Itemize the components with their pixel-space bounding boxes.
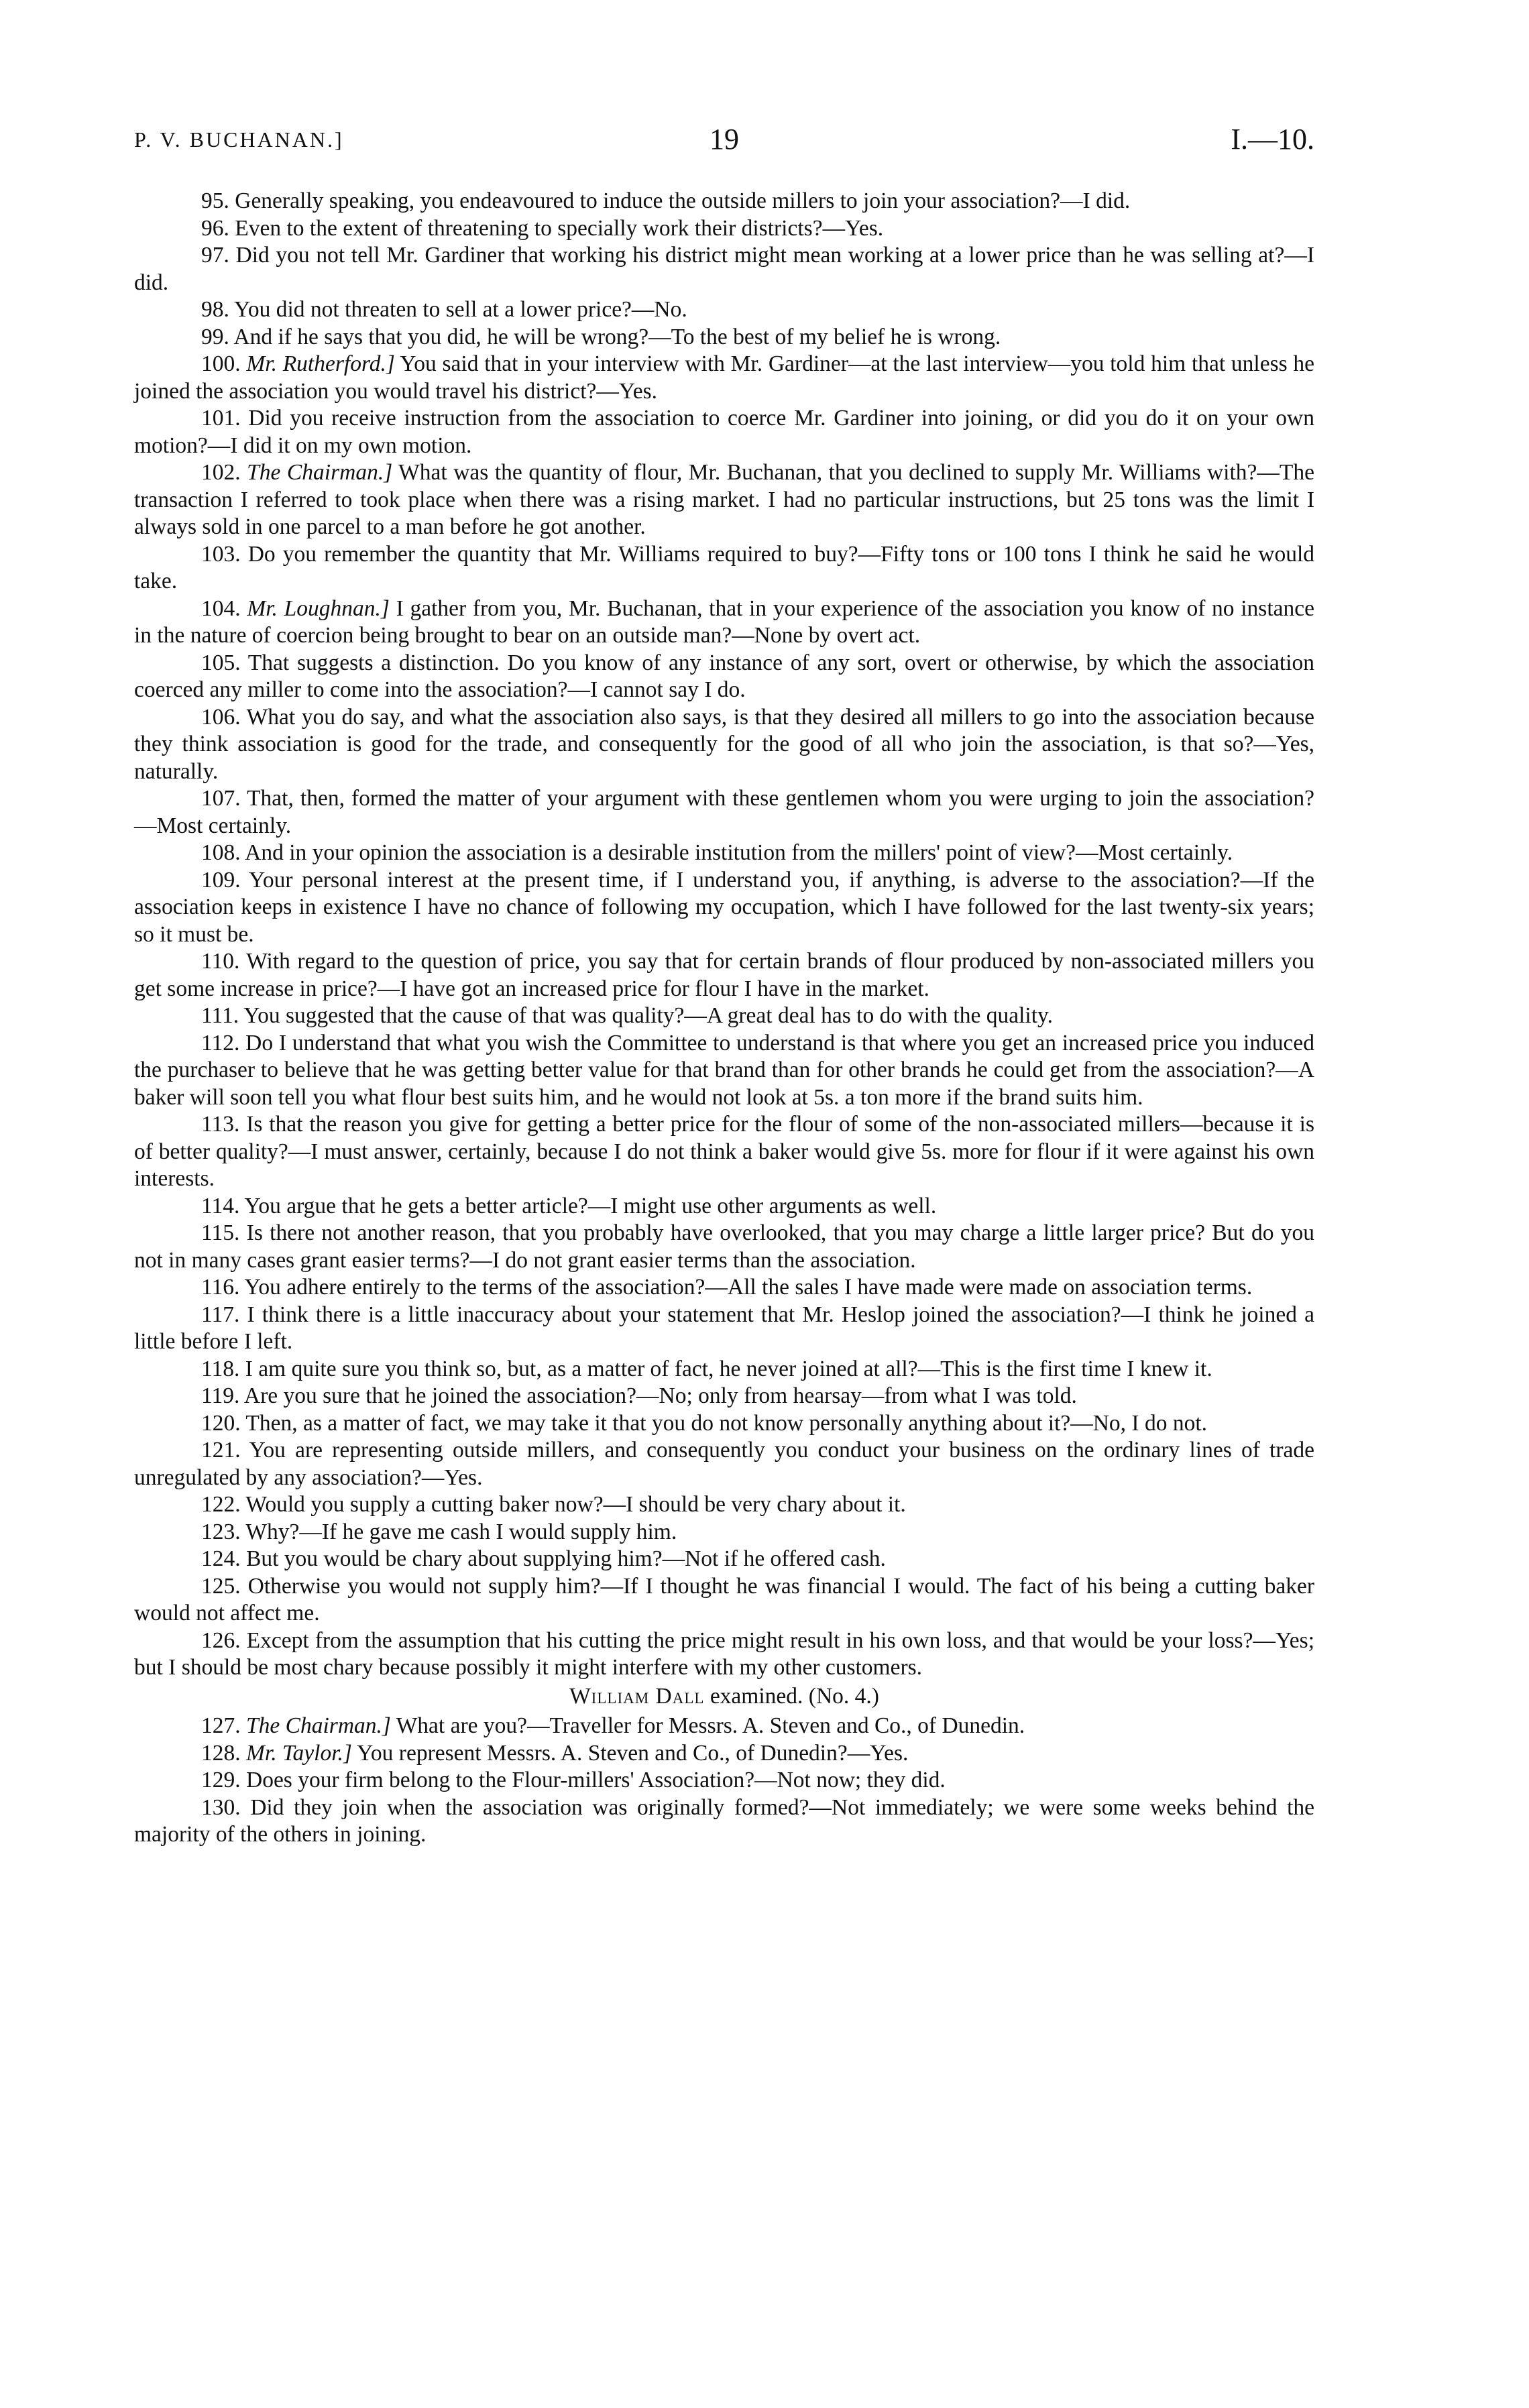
question-text: 118. I am quite sure you think so, but, as a matter of fact, he never joined at all?—This is the first time I knew it.	[201, 1356, 1212, 1381]
question-text: 114. You argue that he gets a better article?—I might use other arguments as well.	[201, 1193, 937, 1218]
evidence-block-dall	[134, 1713, 1314, 1849]
question-paragraph	[134, 1491, 1314, 1519]
question-paragraph	[134, 1573, 1314, 1627]
question-paragraph	[134, 1519, 1314, 1546]
question-text: 108. And in your opinion the association is a desirable institution from the millers' point of view?—Most certainly.	[201, 840, 1233, 865]
question-paragraph	[134, 188, 1314, 215]
question-paragraph	[134, 1546, 1314, 1573]
evidence-block-buchanan	[134, 188, 1314, 1682]
speaker-name: Mr. Rutherford.]	[246, 351, 395, 376]
question-text: 97. Did you not tell Mr. Gardiner that working his district might mean working at a lower price than he was selling at?—I did.	[134, 243, 1314, 295]
question-paragraph	[134, 948, 1314, 1002]
question-paragraph	[134, 704, 1314, 786]
question-paragraph	[134, 650, 1314, 704]
document-body	[134, 188, 1314, 1849]
speaker-name: The Chairman.]	[246, 1713, 391, 1738]
question-text: 98. You did not threaten to sell at a lower price?—No.	[201, 297, 687, 322]
question-text: 99. And if he says that you did, he will be wrong?—To the best of my belief he is wrong.	[201, 324, 1001, 349]
question-text: 121. You are representing outside millers, and consequently you conduct your business on the ordinary lines of trade unregulated by any association?—Yes.	[134, 1438, 1314, 1490]
question-text: What are you?—Traveller for Messrs. A. Steven and Co., of Dunedin.	[390, 1713, 1025, 1738]
question-text: 123. Why?—If he gave me cash I would supply him.	[201, 1519, 677, 1544]
question-paragraph	[134, 541, 1314, 595]
question-text: 116. You adhere entirely to the terms of the association?—All the sales I have made were made on association terms.	[201, 1275, 1253, 1300]
question-paragraph	[134, 242, 1314, 296]
question-text: 125. Otherwise you would not supply him?—If I thought he was financial I would. The fact of his being a cutting baker would not affect me.	[134, 1573, 1314, 1625]
question-paragraph	[134, 785, 1314, 840]
question-number: 104.	[201, 595, 241, 621]
question-text: I gather from you, Mr. Buchanan, that in your experience of the association you know of no instance in the nature of coercion being brought to bear on an outside man?—None by overt act.	[134, 595, 1315, 648]
question-paragraph	[134, 1740, 1314, 1768]
question-paragraph	[134, 1193, 1314, 1220]
question-paragraph	[134, 459, 1314, 541]
question-paragraph	[134, 1627, 1314, 1682]
page-number: 19	[710, 123, 739, 156]
question-paragraph	[134, 296, 1314, 324]
question-paragraph	[134, 1767, 1314, 1794]
question-paragraph	[134, 1111, 1314, 1193]
question-paragraph	[134, 1410, 1314, 1438]
question-text: What was the quantity of flour, Mr. Buchanan, that you declined to supply Mr. Williams with?—The transaction I referred to took place when there was a rising market. I had no particular instructions, but 25 tons was the limit I always sold in one parcel to a man before he got another.	[134, 460, 1315, 539]
question-text: 101. Did you receive instruction from the association to coerce Mr. Gardiner into joining, or did you do it on your own motion?—I did it on my own motion.	[134, 406, 1314, 458]
question-text: You represent Messrs. A. Steven and Co., of Dunedin?—Yes.	[351, 1740, 909, 1766]
question-paragraph	[134, 351, 1314, 405]
question-text: 110. With regard to the question of price, you say that for certain brands of flour produced by non-associated millers you get some increase in price?—I have got an increased price for flour I have in the market.	[134, 949, 1314, 1001]
speaker-name: The Chairman.]	[247, 460, 393, 485]
question-text: 126. Except from the assumption that his cutting the price might result in his own loss, and that would be your loss?—Yes; but I should be most chary because possibly it might interfere with my other customers.	[134, 1627, 1314, 1680]
question-paragraph	[134, 1302, 1314, 1356]
section-heading-rest: examined. (No. 4.)	[704, 1683, 879, 1709]
question-text: 120. Then, as a matter of fact, we may take it that you do not know personally anything about it?—No, I do not.	[201, 1410, 1208, 1436]
section-heading	[134, 1683, 1314, 1711]
question-text: 115. Is there not another reason, that you probably have overlooked, that you may charge a little larger price? But do you not in many cases grant easier terms?—I do not grant easier terms than the association.	[134, 1220, 1314, 1273]
question-text: 106. What you do say, and what the association also says, is that they desired all millers to go into the association because they think association is good for the trade, and consequently for the good of all who join the association, is that so?—Yes, naturally.	[134, 704, 1314, 784]
question-paragraph	[134, 1220, 1314, 1274]
question-text: 129. Does your firm belong to the Flour-millers' Association?—Not now; they did.	[201, 1768, 946, 1792]
question-text: 103. Do you remember the quantity that Mr. Williams required to buy?—Fifty tons or 100 tons I think he said he would take.	[134, 541, 1314, 593]
question-paragraph	[134, 1274, 1314, 1302]
question-number: 102.	[201, 460, 241, 485]
question-number: 128.	[201, 1740, 241, 1766]
question-text: 95. Generally speaking, you endeavoured to induce the outside millers to join your association?—I did.	[201, 188, 1131, 213]
speaker-name: Mr. Taylor.]	[246, 1740, 352, 1766]
question-paragraph	[134, 405, 1314, 459]
question-text: 96. Even to the extent of threatening to specially work their districts?—Yes.	[201, 215, 884, 241]
speaker-name: Mr. Loughnan.]	[247, 595, 390, 621]
question-number: 100.	[201, 351, 241, 376]
question-text: 119. Are you sure that he joined the association?—No; only from hearsay—from what I was told.	[201, 1383, 1077, 1408]
question-number: 127.	[201, 1713, 241, 1738]
question-text: 117. I think there is a little inaccuracy about your statement that Mr. Heslop joined the association?—I think he joined a little before I left.	[134, 1302, 1314, 1354]
header-witness-name: P. V. BUCHANAN.]	[134, 127, 344, 152]
question-paragraph	[134, 1794, 1314, 1849]
question-paragraph	[134, 1002, 1314, 1030]
question-text: 122. Would you supply a cutting baker now?—I should be very chary about it.	[201, 1492, 906, 1517]
question-paragraph	[134, 867, 1314, 949]
question-text: 109. Your personal interest at the present time, if I understand you, if anything, is adverse to the association?—If the association keeps in existence I have no chance of following my occupation, which I have followed for the last twenty-six years; so it must be.	[134, 867, 1314, 947]
header-paper-reference: I.—10.	[1231, 123, 1314, 156]
question-paragraph	[134, 215, 1314, 243]
question-paragraph	[134, 324, 1314, 351]
question-paragraph	[134, 840, 1314, 867]
question-paragraph	[134, 1356, 1314, 1383]
question-paragraph	[134, 1713, 1314, 1740]
question-text: 112. Do I understand that what you wish the Committee to understand is that where you get an increased price you induced the purchaser to believe that he was getting better value for that brand than for other brands he could get from the association?—A baker will soon tell you what flour best suits him, and he would not look at 5s. a ton more if the brand suits him.	[134, 1030, 1314, 1110]
question-text: 105. That suggests a distinction. Do you know of any instance of any sort, overt or otherwise, by which the association coerced any miller to come into the association?—I cannot say I do.	[134, 650, 1314, 702]
witness-name: William Dall	[569, 1683, 705, 1709]
question-text: 111. You suggested that the cause of that was quality?—A great deal has to do with the quality.	[201, 1003, 1053, 1028]
page-header	[134, 122, 1314, 160]
question-text: 107. That, then, formed the matter of your argument with these gentlemen whom you were urging to join the association?—Most certainly.	[134, 786, 1314, 838]
question-paragraph	[134, 1030, 1314, 1112]
question-text: 113. Is that the reason you give for getting a better price for the flour of some of the non-associated millers—because it is of better quality?—I must answer, certainly, because I do not think a baker would give 5s. more for flour if it were against his own interests.	[134, 1112, 1314, 1191]
question-paragraph	[134, 595, 1314, 650]
question-text: You said that in your interview with Mr. Gardiner—at the last interview—you told him that unless he joined the association you would travel his district?—Yes.	[134, 351, 1315, 404]
question-text: 124. But you would be chary about supplying him?—Not if he offered cash.	[201, 1546, 886, 1571]
question-text: 130. Did they join when the association was originally formed?—Not immediately; we were some weeks behind the majority of the others in joining.	[134, 1794, 1314, 1847]
question-paragraph	[134, 1383, 1314, 1410]
question-paragraph	[134, 1437, 1314, 1491]
